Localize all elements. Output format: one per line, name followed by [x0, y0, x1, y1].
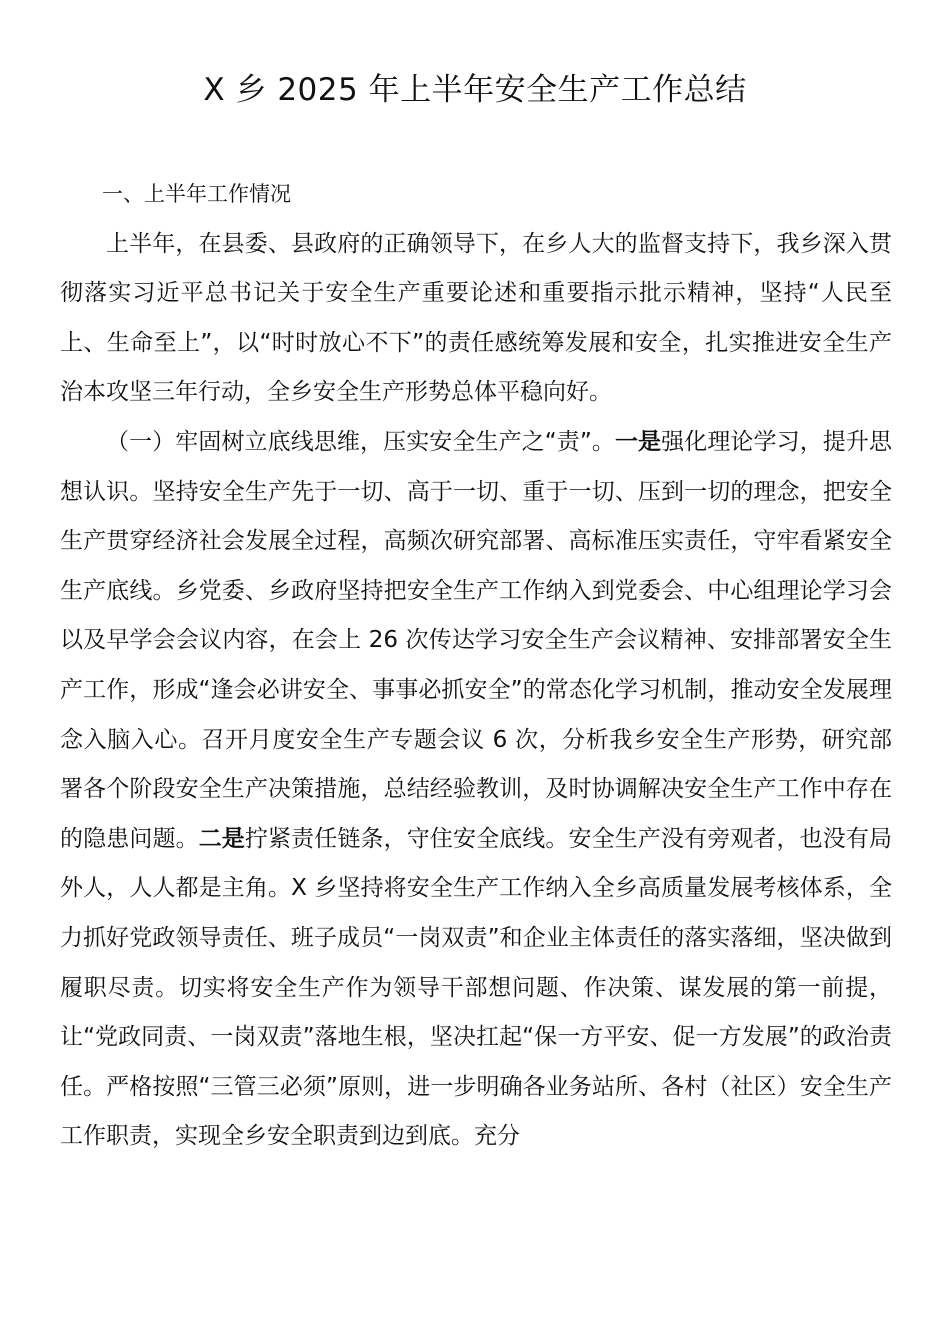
subsection-1-heading: （一）牢固树立底线思维，压实安全生产之“责”。	[106, 428, 615, 455]
intro-paragraph: 上半年，在县委、县政府的正确领导下，在乡人大的监督支持下，我乡深入贯彻落实习近平总书记关于安全生产重要论述和重要指示批示精神，坚持“人民至上、生命至上”，以“时时放心不下”的责任感统筹发展和安全，扎实推进安全生产治本攻坚三年行动，全乡安全生产形势总体平稳向好。	[60, 230, 892, 406]
section-heading: 一、上半年工作情况	[102, 182, 291, 206]
document-title: X 乡 2025 年上半年安全生产工作总结	[203, 72, 747, 108]
subsection-1-paragraph	[60, 418, 892, 1162]
point-1-label: 一是	[614, 428, 662, 455]
point-2-label: 二是	[198, 825, 245, 852]
point-1-text: 强化理论学习，提升思想认识。坚持安全生产先于一切、高于一切、重于一切、压到一切的理念，把安全生产贯穿经济社会发展全过程，高频次研究部署、高标准压实责任，守牢看紧安全生产底线。乡党委、乡政府坚持把安全生产工作纳入到党委会、中心组理论学习会以及早学会会议内容，在会上 26 次传达学习安全生产会议精神、安排部署安全生产工作，形成“逢会必讲安全、事事必抓安全”的常态化学习机制，推动安全发展理念入脑入心。召开月度安全生产专题会议 6 次，分析我乡安全生产形势，研究部署各个阶段安全生产决策措施，总结经验教训，及时协调解决安全生产工作中存在的隐患问题。	[60, 428, 892, 852]
document-body	[60, 170, 892, 1162]
point-2-text: 拧紧责任链条，守住安全底线。安全生产没有旁观者，也没有局外人，人人都是主角。X 乡坚持将安全生产工作纳入全乡高质量发展考核体系，全力抓好党政领导责任、班子成员“一岗双责”和企业主体责任的落实落细，坚决做到履职尽责。切实将安全生产作为领导干部想问题、作决策、谋发展的第一前提，让“党政同责、一岗双责”落地生根，坚决扛起“保一方平安、促一方发展”的政治责任。严格按照“三管三必须”原则，进一步明确各业务站所、各村（社区）安全生产工作职责，实现全乡安全职责到边到底。充分	[60, 825, 893, 1150]
